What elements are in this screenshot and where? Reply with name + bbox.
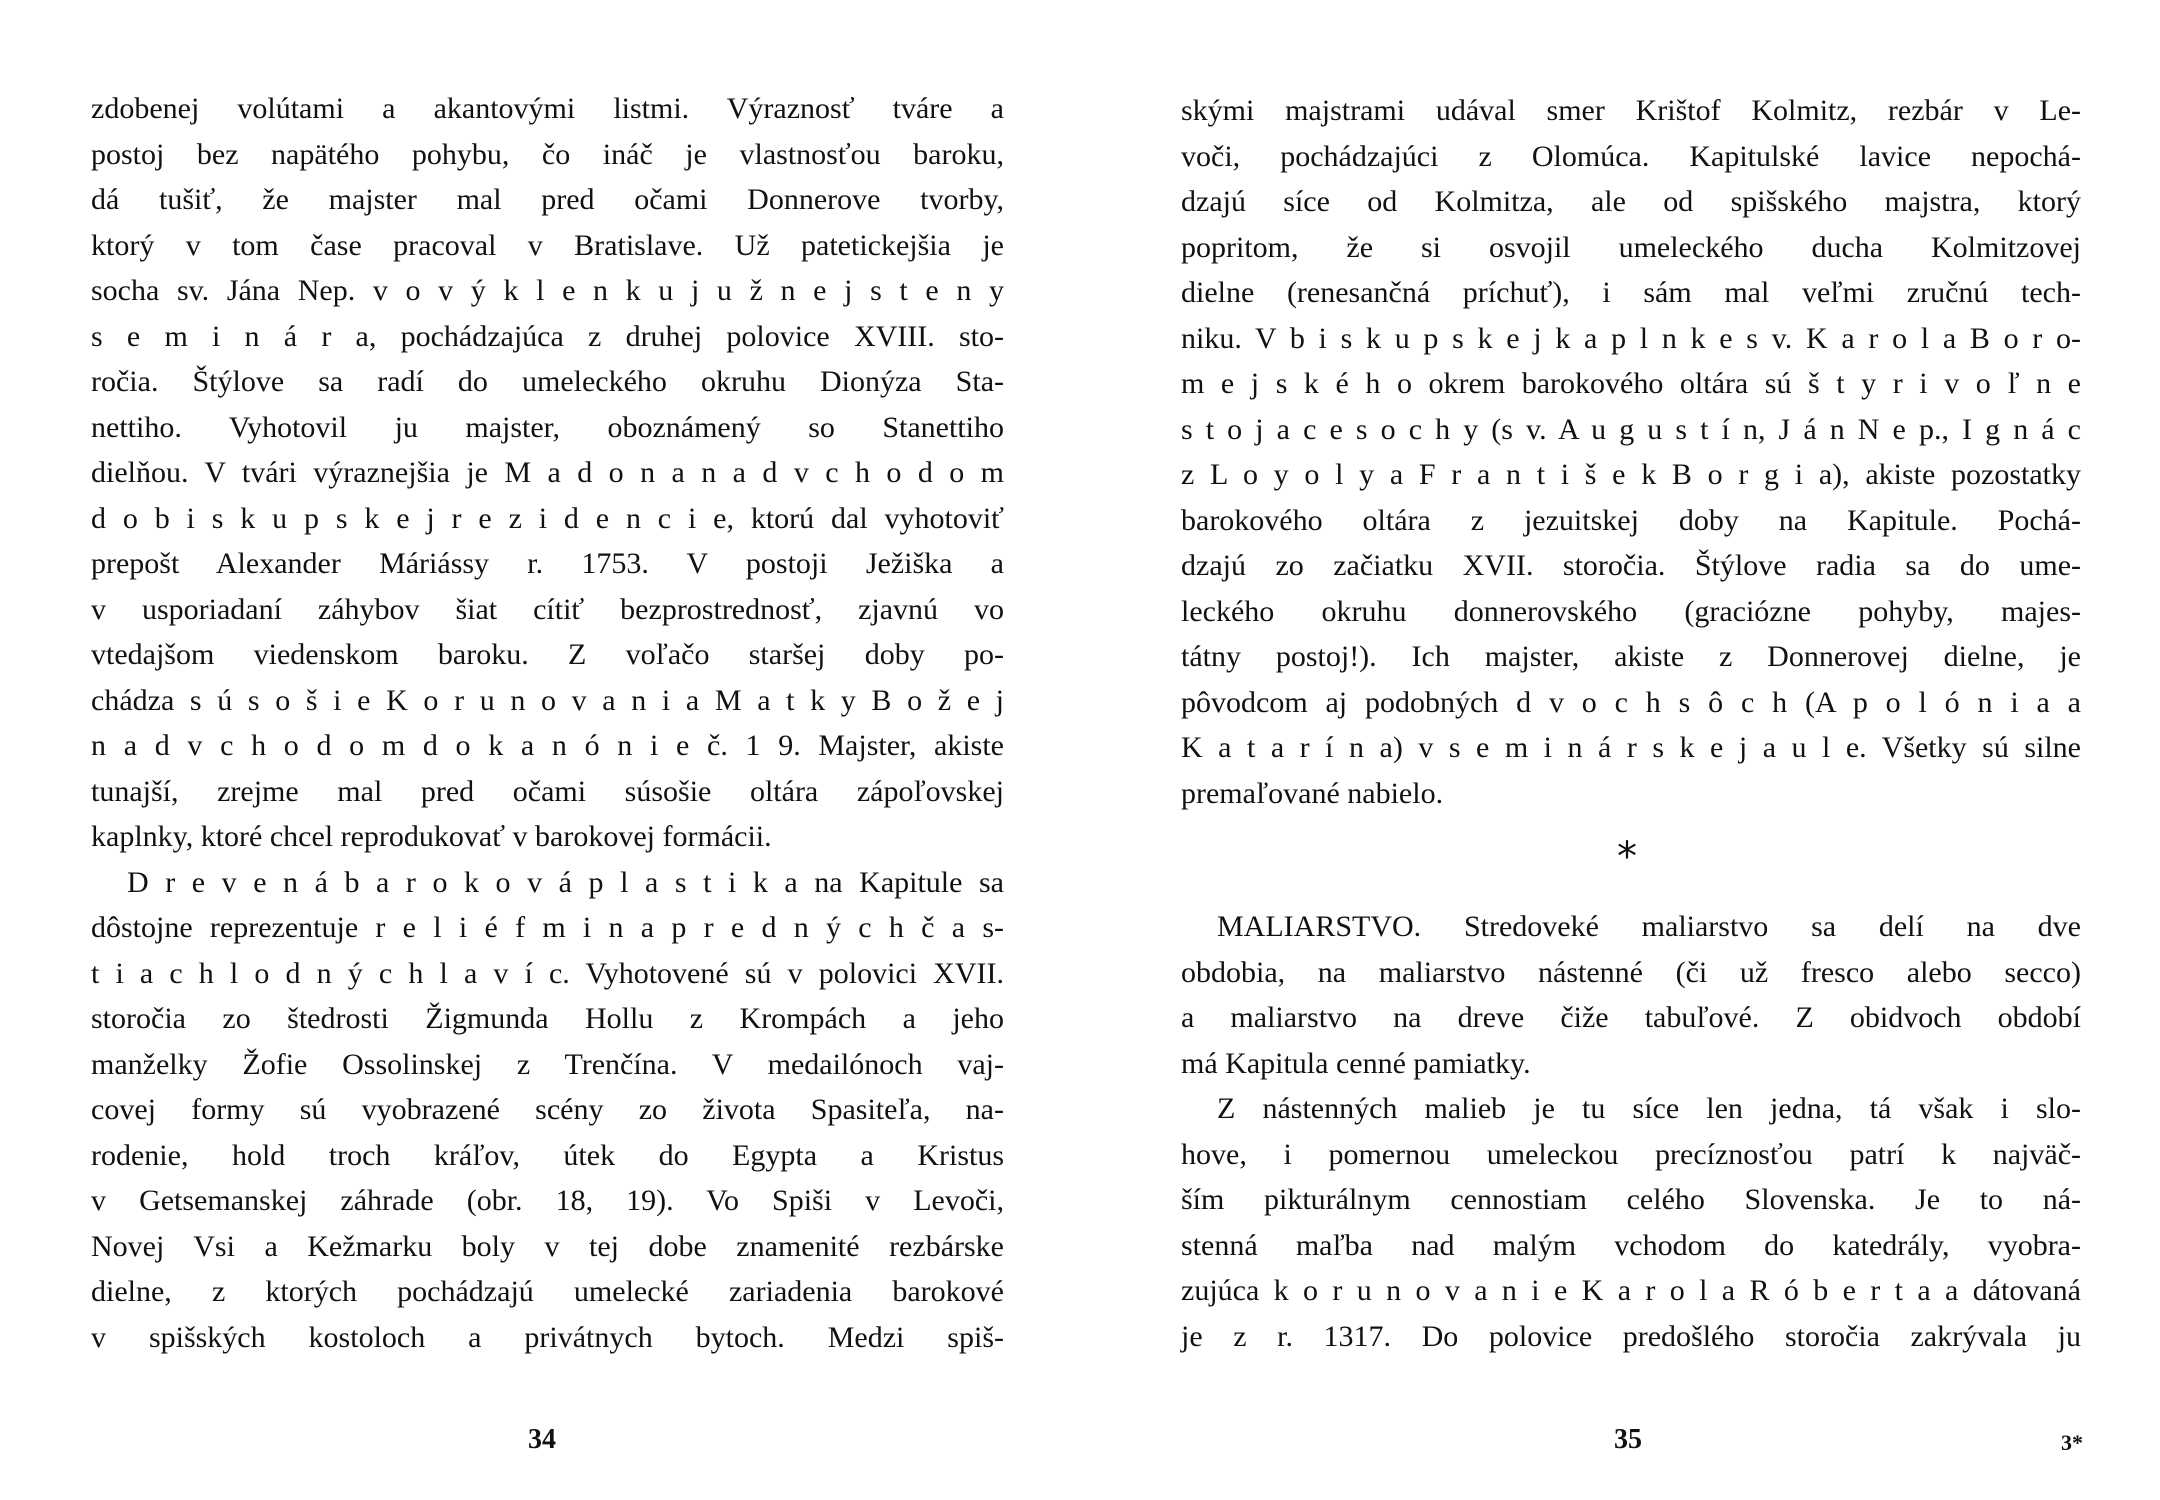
text-line: storočia zo štedrosti Žigmunda Hollu z Krompách a jeho [91,1002,1004,1035]
text-line: K a t a r í n a) v s e m i n á r s k e j a u l e. Všetky sú silne [1181,731,2081,764]
text-line: ktorý v tom čase pracoval v Bratislave. Už patetickejšia je [91,228,1004,262]
section-divider-asterisk: * [1617,834,1637,880]
text-line: hove, i pomernou umeleckou precíznosťou patrí k najväč- [1181,1137,2081,1171]
text-line: tátny postoj!). Ich majster, akiste z Donnerovej dielne, je [1181,640,2081,673]
text-line: dá tušiť, že majster mal pred očami Donnerove tvorby, [91,183,1004,216]
page-number: 34 [528,1424,556,1455]
text-line: dzajú síce od Kolmitza, ale od spišského majstra, ktorý [1181,185,2081,218]
text-line: dielňou. V tvári výraznejšia je M a d o n a n a d v c h o d o m [91,456,1004,489]
text-line: voči, pochádzajúci z Olomúca. Kapitulské lavice nepochá- [1181,139,2081,173]
text-line: ročia. Štýlove sa radí do umeleckého okruhu Dionýza Sta- [91,365,1004,398]
text-line: ším pikturálnym cennostiam celého Slovenska. Je to ná- [1181,1183,2081,1216]
text-line: a maliarstvo na dreve čiže tabuľové. Z obidvoch období [1181,1001,2081,1034]
text-line: niku. V b i s k u p s k e j k a p l n k e s v. K a r o l a B o r o- [1181,321,2081,355]
text-line: v spišských kostoloch a privátnych bytoch. Medzi spiš- [91,1320,1004,1354]
text-line: barokového oltára z jezuitskej doby na Kapitule. Pochá- [1181,503,2081,537]
text-line: chádza s ú s o š i e K o r u n o v a n i a M a t k y B o ž e j [91,683,1004,717]
text-line: d o b i s k u p s k e j r e z i d e n c i e, ktorú dal vyhotoviť [91,501,1004,535]
text-line: tunajší, zrejme mal pred očami súsošie oltára zápoľovskej [91,774,1004,808]
text-line: v usporiadaní záhybov šiat cítiť bezprostrednosť, zjavnú vo [91,592,1004,626]
signature-mark: 3* [2061,1430,2083,1455]
text-line: zujúca k o r u n o v a n i e K a r o l a R ó b e r t a a dátovaná [1181,1274,2081,1307]
text-line: D r e v e n á b a r o k o v á p l a s t i k a na Kapitule sa [127,865,1004,899]
text-line: dzajú zo začiatku XVII. storočia. Štýlove radia sa do ume- [1181,549,2081,582]
text-line: kaplnky, ktoré chcel reprodukovať v barokovej formácii. [91,820,772,853]
text-line: s e m i n á r a, pochádzajúca z druhej polovice XVIII. sto- [91,319,1004,353]
text-line: dôstojne reprezentuje r e l i é f m i n a p r e d n ý c h č a s- [91,911,1004,944]
text-line: má Kapitula cenné pamiatky. [1181,1046,1531,1080]
text-line: covej formy sú vyobrazené scény zo života Spasiteľa, na- [91,1093,1004,1126]
page-number: 35 [1614,1424,1642,1455]
text-line: Novej Vsi a Kežmarku boly v tej dobe znamenité rezbárske [91,1229,1004,1263]
text-line: leckého okruhu donnerovského (graciózne pohyby, majes- [1181,594,2081,628]
text-line: manželky Žofie Ossolinskej z Trenčína. V medailónoch vaj- [91,1047,1004,1081]
text-line: m e j s k é h o okrem barokového oltára sú š t y r i v o ľ n e [1181,367,2081,400]
text-line: postoj bez napätého pohybu, čo ináč je vlastnosťou baroku, [91,137,1004,171]
right-page-text-bottom [1181,904,2081,1359]
right-page-text-top [1181,88,2081,816]
text-line: popritom, že si osvojil umeleckého ducha Kolmitzovej [1181,230,2081,264]
text-line: skými majstrami udával smer Krištof Kolmitz, rezbár v Le- [1181,94,2081,127]
text-line: nettiho. Vyhotovil ju majster, oboznámený so Stanettiho [91,410,1004,444]
text-line: dielne (renesančná príchuť), i sám mal veľmi zručnú tech- [1181,276,2081,309]
text-line: n a d v c h o d o m d o k a n ó n i e č. 1 9. Majster, akiste [91,729,1004,762]
text-line: vtedajšom viedenskom baroku. Z voľačo staršej doby po- [91,638,1004,671]
text-line: v Getsemanskej záhrade (obr. 18, 19). Vo Spiši v Levoči, [91,1184,1004,1217]
text-line: zdobenej volútami a akantovými listmi. Výraznosť tváre a [91,92,1004,125]
text-line: premaľované nabielo. [1181,776,1444,810]
text-line: s t o j a c e s o c h y (s v. A u g u s t í n, J á n N e p., I g n á c [1181,412,2081,446]
text-line: obdobia, na maliarstvo nástenné (či už fresco alebo secco) [1181,955,2081,989]
text-line: rodenie, hold troch kráľov, útek do Egypta a Kristus [91,1138,1004,1172]
text-line: je z r. 1317. Do polovice predošlého storočia zakrývala ju [1181,1319,2081,1353]
text-line: t i a c h l o d n ý c h l a v í c. Vyhotovené sú v polovici XVII. [91,956,1004,990]
left-page-text [91,86,1004,1360]
text-line: prepošt Alexander Máriássy r. 1753. V postoji Ježiška a [91,547,1004,580]
text-line: stenná maľba nad malým vchodom do katedrály, vyobra- [1181,1228,2081,1262]
text-line: dielne, z ktorých pochádzajú umelecké zariadenia barokové [91,1275,1004,1308]
text-line: Z nástenných malieb je tu síce len jedna, tá však i slo- [1217,1092,2081,1125]
text-line: z L o y o l y a F r a n t i š e k B o r g i a), akiste pozostatky [1181,458,2081,491]
text-line: socha sv. Jána Nep. v o v ý k l e n k u j u ž n e j s t e n y [91,274,1004,307]
text-line: MALIARSTVO. Stredoveké maliarstvo sa delí na dve [1217,910,2081,943]
text-line: pôvodcom aj podobných d v o c h s ô c h (A p o l ó n i a a [1181,685,2081,719]
